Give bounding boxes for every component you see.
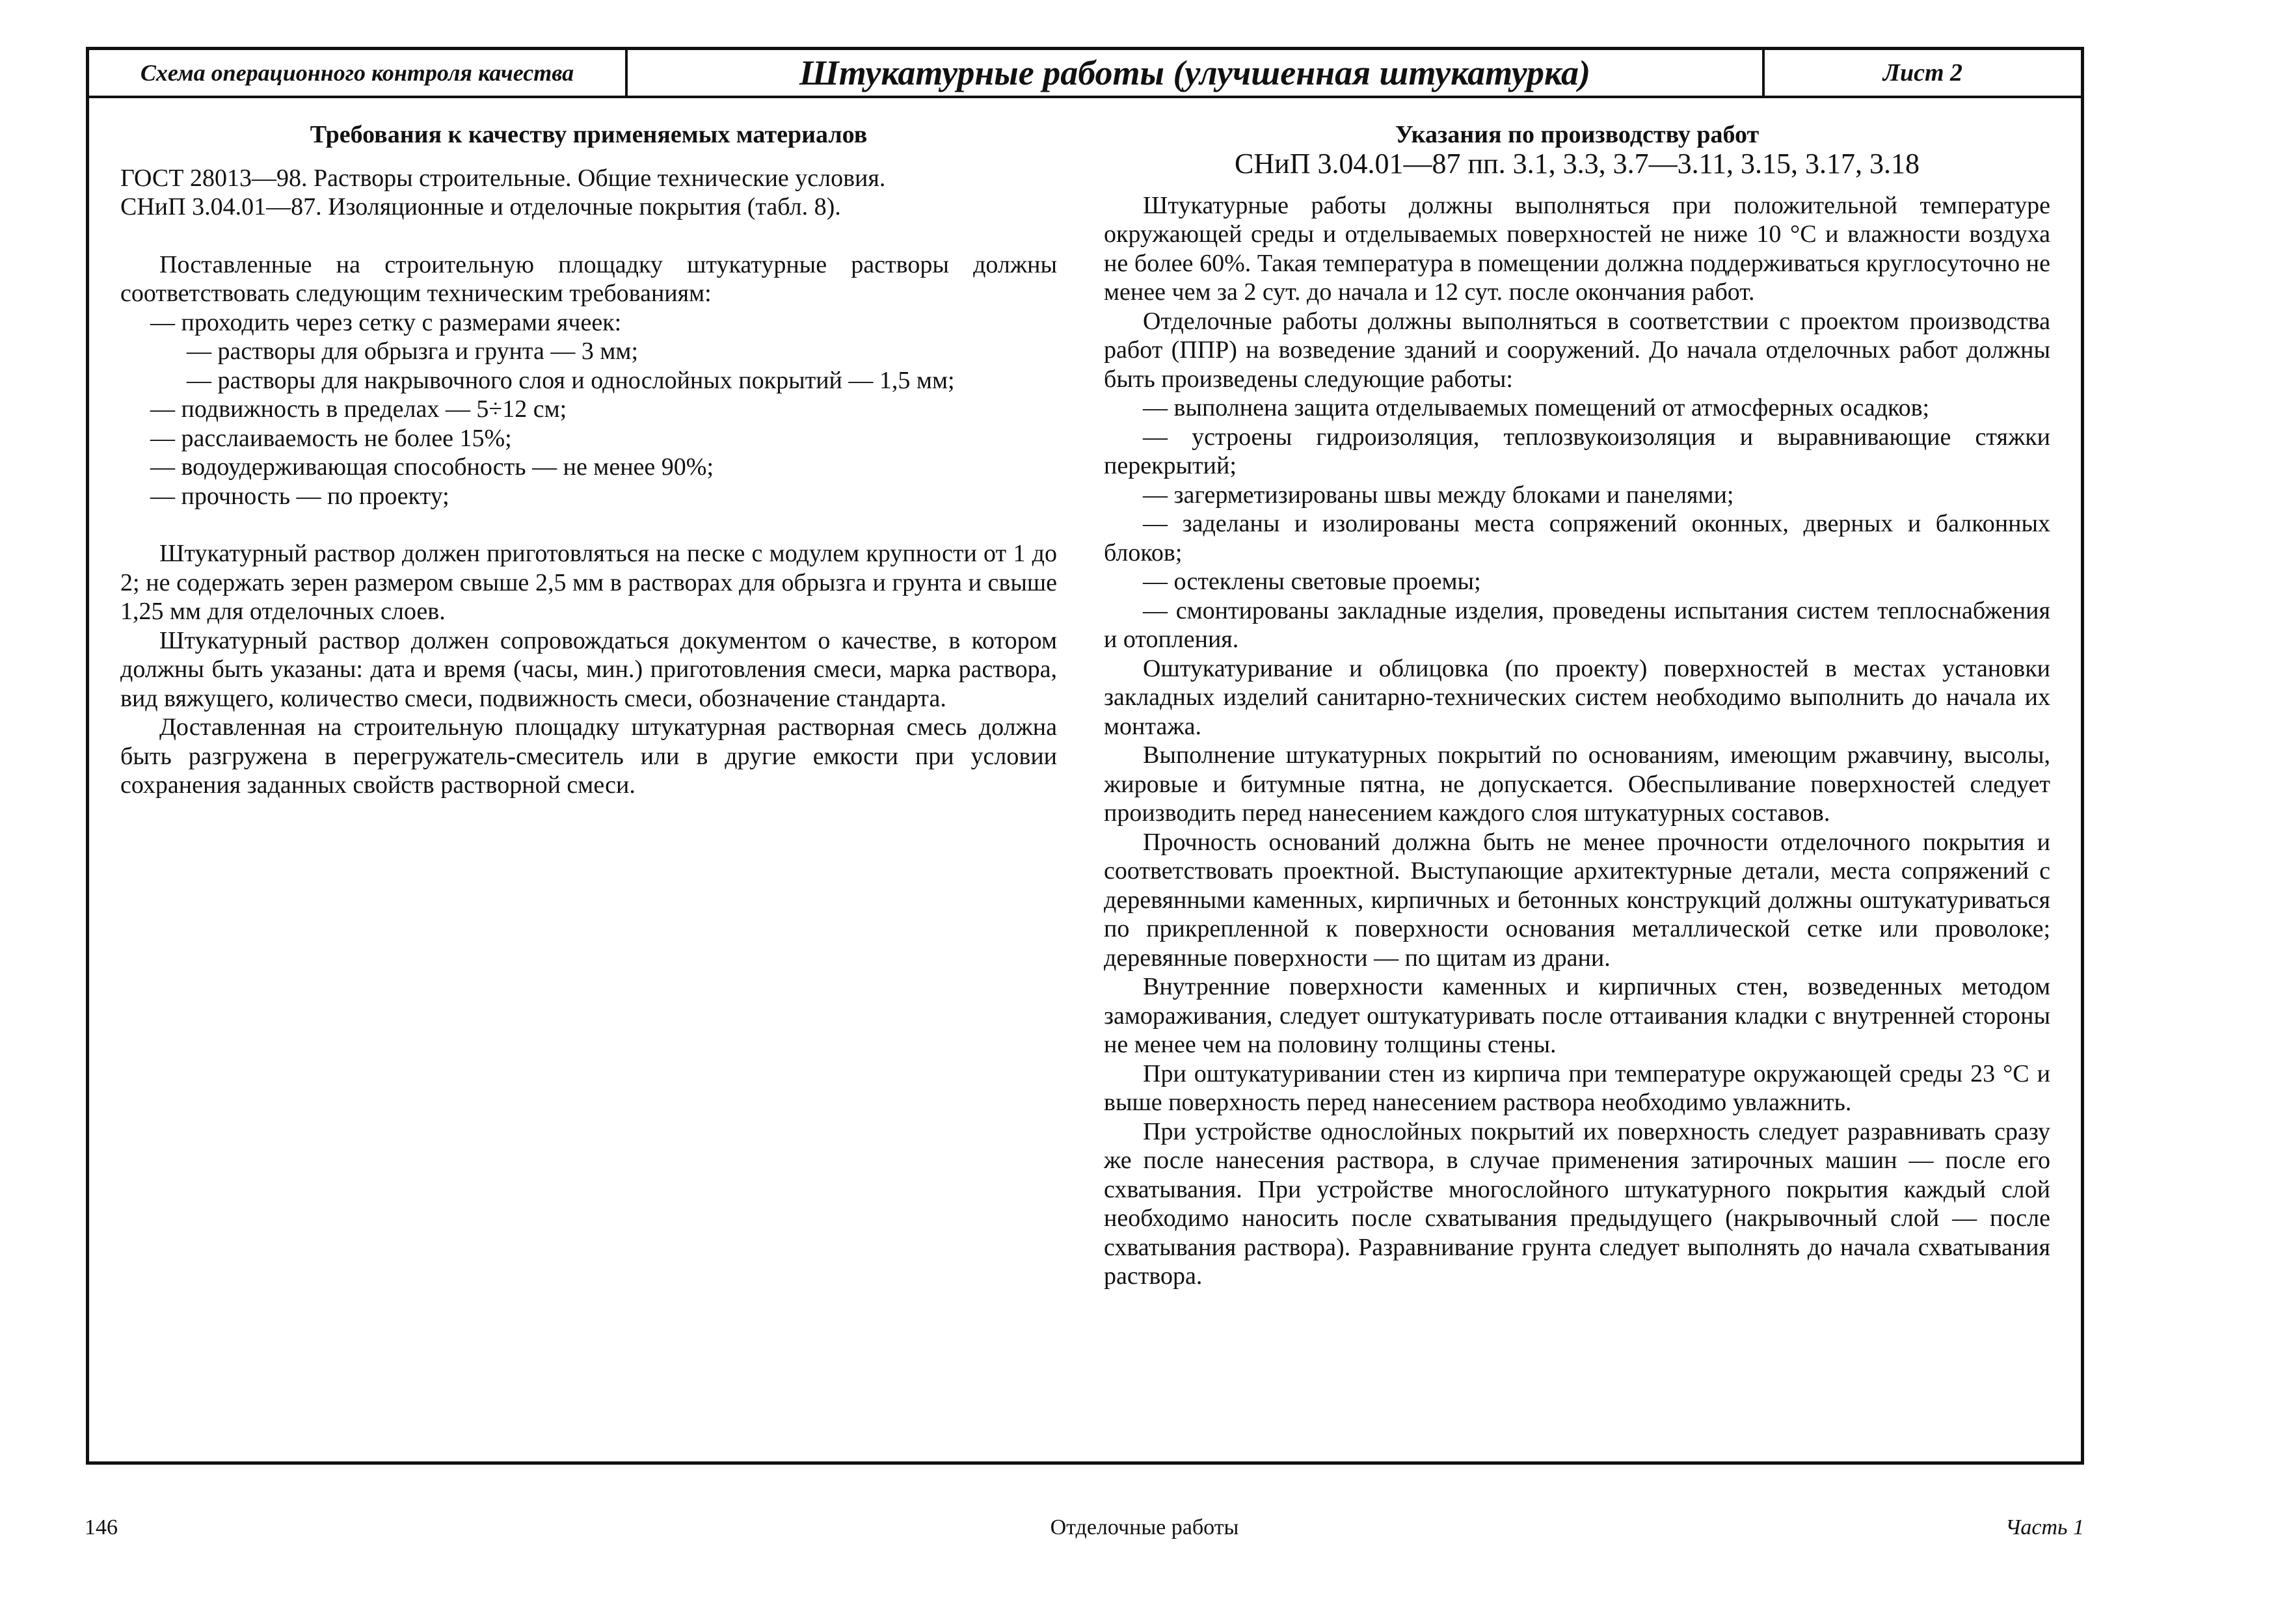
left-list-subitem: — растворы для накрывочного слоя и однослойных покрытий — 1,5 мм; xyxy=(187,366,955,394)
left-paragraph: Доставленная на строительную площадку штукатурная растворная смесь должна быть разгружена в перегружатель-смеситель или в другие емкости при условии сохранения заданных свойств растворной смеси. xyxy=(120,713,1057,799)
left-list-item: — проходить через сетку с размерами ячеек: xyxy=(150,308,622,336)
right-list-item: — заделаны и изолированы места сопряжений оконных, дверных и балконных блоков; xyxy=(1104,510,2050,566)
right-section-subtitle: СНиП 3.04.01—87 пп. 3.1, 3.3, 3.7—3.11, 3.15, 3.17, 3.18 xyxy=(1235,147,1920,180)
right-section-title: Указания по производству работ xyxy=(1395,121,1760,148)
left-paragraph: Штукатурный раствор должен сопровождаться документом о качестве, в котором должны быть указаны: дата и время (часы, мин.) приготовления смеси, марка раствора, вид вяжущего, количество смеси, подвижность смеси, обозначение стандарта. xyxy=(120,626,1057,712)
page-frame xyxy=(86,47,2084,1465)
right-paragraph: При оштукатуривании стен из кирпича при температуре окружающей среды 23 °С и выше поверхность перед нанесением раствора необходимо увлажнить. xyxy=(1104,1059,2050,1116)
left-list-item: — прочность — по проекту; xyxy=(150,482,449,510)
left-ref-1: ГОСТ 28013—98. Растворы строительные. Общие технические условия. xyxy=(120,164,886,192)
right-paragraph: Прочность оснований должна быть не менее прочности отделочного покрытия и соответствовать проектной. Выступающие архитектурные детали, места сопряжений с деревянными каменных, кирпичных и бетонных конструкций должны оштукатуриваться по прикрепленной к поверхности основания металлической сетке или проволоке; деревянные поверхности — по щитам из драни. xyxy=(1104,828,2050,972)
right-paragraph: При устройстве однослойных покрытий их поверхность следует разравнивать сразу же после нанесения раствора, в случае применения затирочных машин — после его схватывания. При устройстве многослойного штукатурного покрытия каждый слой необходимо наносить после схватывания предыдущего (накрывочный слой — после схватывания раствора). Разравнивание грунта следует выполнять до начала схватывания раствора. xyxy=(1104,1117,2050,1290)
header-title: Штукатурные работы (улучшенная штукатурка) xyxy=(628,50,1765,96)
header-bar xyxy=(89,50,2081,98)
right-paragraph: Оштукатуривание и облицовка (по проекту) поверхностей в местах установки закладных изделий санитарно-технических систем необходимо выполнить до начала их монтажа. xyxy=(1104,654,2050,740)
left-list-item: — расслаиваемость не более 15%; xyxy=(150,424,512,452)
right-paragraph: Выполнение штукатурных покрытий по основаниям, имеющим ржавчину, высолы, жировые и битумные пятна, не допускается. Обеспыливание поверхностей следует производить перед нанесением каждого слоя штукатурных составов. xyxy=(1104,741,2050,827)
right-paragraph: Отделочные работы должны выполняться в соответствии с проектом производства работ (ППР) на возведение зданий и сооружений. До начала отделочных работ должны быть произведены следующие работы: xyxy=(1104,307,2050,393)
right-paragraph: Внутренние поверхности каменных и кирпичных стен, возведенных методом замораживания, следует оштукатуривать после оттаивания кладки с внутренней стороны не менее чем на половину толщины стены. xyxy=(1104,973,2050,1058)
right-list-item: — загерметизированы швы между блоками и панелями; xyxy=(1143,481,1734,509)
page-number: 146 xyxy=(85,1515,118,1539)
left-section-title: Требования к качеству применяемых материалов xyxy=(310,121,868,148)
right-column xyxy=(1104,120,2050,1291)
header-left-label: Схема операционного контроля качества xyxy=(89,50,628,96)
left-ref-2: СНиП 3.04.01—87. Изоляционные и отделочные покрытия (табл. 8). xyxy=(120,193,841,220)
right-list-item: — остеклены световые проемы; xyxy=(1143,568,1481,595)
left-column xyxy=(120,120,1057,800)
footer-part: Часть 1 xyxy=(2005,1515,2084,1539)
right-paragraph: Штукатурные работы должны выполняться при положительной температуре окружающей среды и отделываемых поверхностей не ниже 10 °С и влажности воздуха не более 60%. Такая температура в помещении должна поддерживаться круглосуточно не менее чем за 2 сут. до начала и 12 сут. после окончания работ. xyxy=(1104,191,2050,306)
right-list-item: — выполнена защита отделываемых помещений от атмосферных осадков; xyxy=(1143,394,1930,421)
right-list-item: — смонтированы закладные изделия, проведены испытания систем теплоснабжения и отопления. xyxy=(1104,596,2050,653)
footer-section-title: Отделочные работы xyxy=(1050,1515,1239,1539)
left-intro: Поставленные на строительную площадку штукатурные растворы должны соответствовать следующим техническим требованиям: xyxy=(120,250,1057,307)
left-paragraph: Штукатурный раствор должен приготовляться на песке с модулем крупности от 1 до 2; не содержать зерен размером свыше 2,5 мм в растворах для обрызга и грунта и свыше 1,25 мм для отделочных слоев. xyxy=(120,540,1057,625)
left-list-item: — подвижность в пределах — 5÷12 см; xyxy=(150,395,567,423)
left-list-subitem: — растворы для обрызга и грунта — 3 мм; xyxy=(187,338,639,365)
right-list-item: — устроены гидроизоляция, теплозвукоизоляция и выравнивающие стяжки перекрытий; xyxy=(1104,423,2050,479)
header-sheet-number: Лист 2 xyxy=(1882,59,1963,87)
left-list-item: — водоудерживающая способность — не менее 90%; xyxy=(150,453,714,481)
